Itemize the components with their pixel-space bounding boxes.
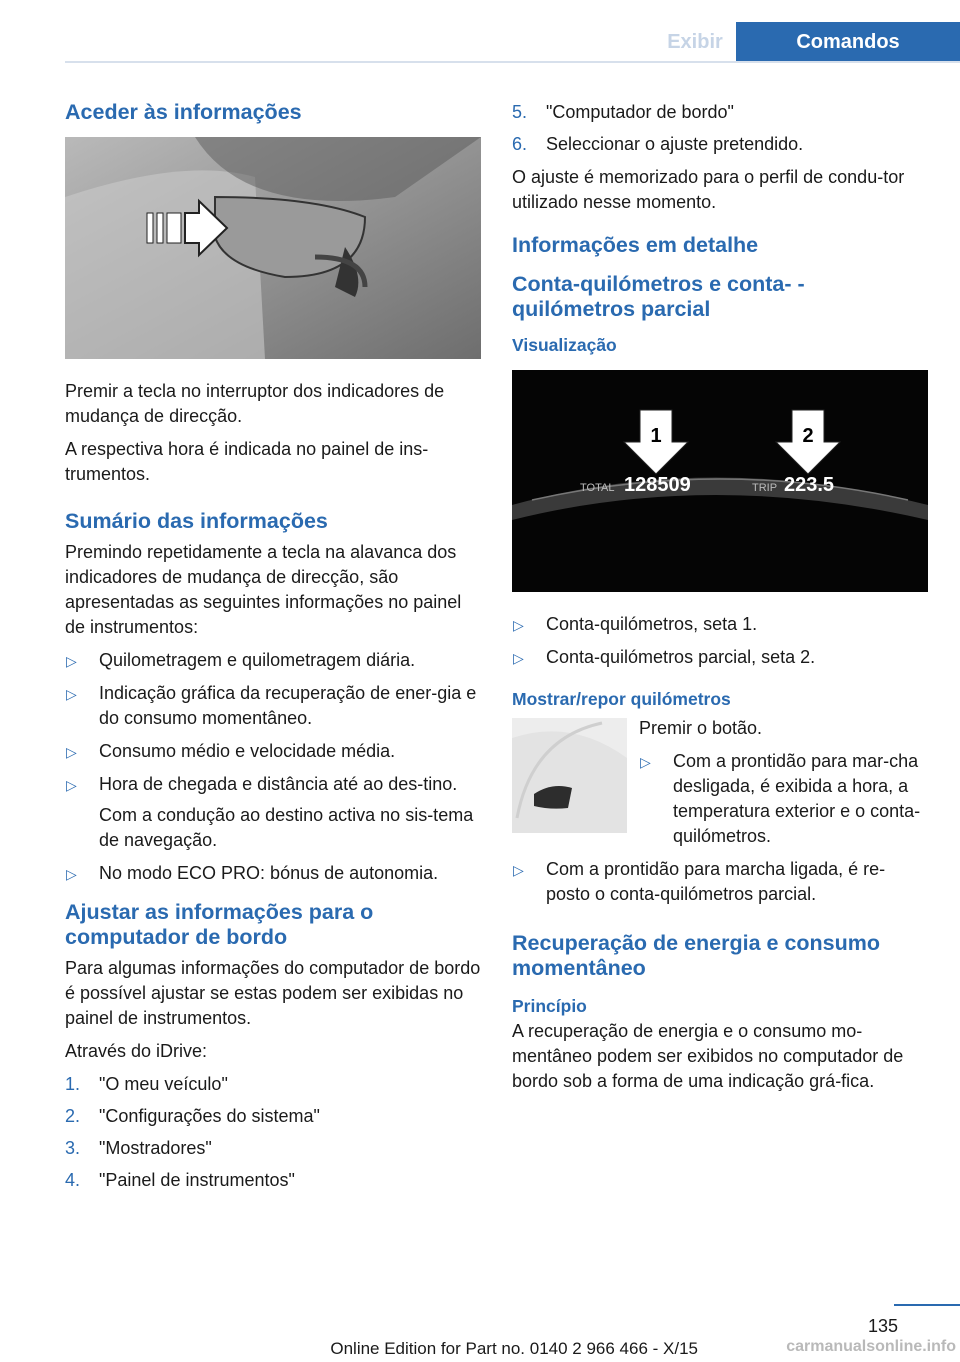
page-number: 135 xyxy=(867,1316,898,1336)
list-item: ▷ Com a prontidão para marcha ligada, é re‐posto o conta-quilómetros parcial. xyxy=(513,859,886,904)
para-adjust: Para algumas informações do computador de bordo é possível ajustar se estas podem ser exibidas no painel de instrumentos. xyxy=(65,958,481,1028)
header-tabs xyxy=(654,22,960,62)
odometer-display-image xyxy=(512,370,928,592)
heading-show-reset-km: Mostrar/repor quilómetros xyxy=(512,689,731,709)
heading-info-summary: Sumário das informações xyxy=(65,509,328,533)
triangle-bullet-icon: ▷ xyxy=(513,617,524,633)
para-press-button: Premir o botão. xyxy=(639,718,763,738)
para-idrive: Através do iDrive: xyxy=(65,1041,208,1061)
total-value: 128509 xyxy=(624,474,691,496)
total-label: TOTAL xyxy=(580,482,615,494)
tab-comandos[interactable]: Comandos xyxy=(736,22,960,62)
list-item: ▷ Conta-quilómetros parcial, seta 2. xyxy=(512,645,928,670)
watermark-text: carmanualsonline.info xyxy=(786,1338,956,1355)
heading-info-detail: Informações em detalhe xyxy=(512,233,759,257)
heading-energy-recovery: Recuperação de energia e consumo momentâneo xyxy=(512,931,881,980)
header-rule xyxy=(65,61,960,63)
para-press-key: Premir a tecla no interruptor dos indicadores de mudança de direcção. xyxy=(65,381,445,426)
edition-text: Online Edition for Part no. 0140 2 966 466 - X/15 xyxy=(330,1339,698,1358)
heading-display: Visualização xyxy=(512,335,617,355)
right-column xyxy=(512,100,928,1102)
triangle-bullet-icon: ▷ xyxy=(66,686,77,702)
list-item: ▷ Com a prontidão para mar‐cha desligada, é exibida a hora, a temperatura exterior e o conta-quilómetros. xyxy=(640,751,921,846)
triangle-bullet-icon: ▷ xyxy=(66,866,77,882)
para-summary-intro: Premindo repetidamente a tecla na alavanca dos indicadores de mudança de direcção, são apresentadas as seguintes informações no painel de instrumentos: xyxy=(65,542,462,637)
turn-signal-lever-image xyxy=(65,137,481,359)
heading-access-info: Aceder às informações xyxy=(65,100,302,124)
footer-rule xyxy=(894,1304,960,1306)
para-time-shown: A respectiva hora é indicada no painel de ins‐trumentos. xyxy=(65,439,429,484)
list-item: ▷ Hora de chegada e distância até ao des‐tino. Com a condução ao destino activa no sis‐tema de navegação. xyxy=(65,772,481,853)
turn-signal-lever-illustration xyxy=(65,137,481,359)
triangle-bullet-icon: ▷ xyxy=(66,653,77,669)
arrow-label-1: 1 xyxy=(650,425,662,447)
list-item: 4. "Painel de instrumentos" xyxy=(65,1170,295,1190)
para-memorized: O ajuste é memorizado para o perfil de condu‐tor utilizado nesse momento. xyxy=(512,167,905,212)
list-item: 1. "O meu veículo" xyxy=(65,1074,228,1094)
reset-button-image xyxy=(512,718,627,833)
list-item: 3. "Mostradores" xyxy=(65,1138,212,1158)
summary-list xyxy=(65,648,481,886)
reset-list-b xyxy=(512,857,928,907)
list-item: ▷ Indicação gráfica da recuperação de ener‐gia e do consumo momentâneo. xyxy=(66,683,477,728)
idrive-steps-list xyxy=(65,1072,481,1193)
odometer-reset-button-illustration xyxy=(512,718,627,833)
heading-principle: Princípio xyxy=(512,996,587,1016)
trip-label: TRIP xyxy=(752,482,778,494)
triangle-bullet-icon: ▷ xyxy=(66,744,77,760)
trip-value: 223.5 xyxy=(784,474,835,496)
triangle-bullet-icon: ▷ xyxy=(513,862,524,878)
para-principle: A recuperação de energia e o consumo mo‐mentâneo podem ser exibidos no computador de bordo sob a forma de uma indicação grá‐fica. xyxy=(512,1021,904,1091)
list-item: ▷ Conta-quilómetros, seta 1. xyxy=(512,612,928,637)
idrive-steps-continued xyxy=(512,100,928,157)
list-item: ▷ No modo ECO PRO: bónus de autonomia. xyxy=(65,861,481,886)
reset-list-a xyxy=(639,749,928,849)
odometer-display-illustration xyxy=(512,370,928,592)
triangle-bullet-icon: ▷ xyxy=(640,754,651,770)
triangle-bullet-icon: ▷ xyxy=(513,650,524,666)
list-item: 5. "Computador de bordo" xyxy=(512,102,734,122)
triangle-bullet-icon: ▷ xyxy=(66,777,77,793)
list-item-note: Com a condução ao destino activa no sis‐tema de navegação. xyxy=(99,805,474,850)
list-item: 6. Seleccionar o ajuste pretendido. xyxy=(512,134,804,154)
list-item: ▷ Quilometragem e quilometragem diária. xyxy=(65,648,481,673)
heading-adjust-info: Ajustar as informações para o computador de bordo xyxy=(65,900,374,949)
left-column xyxy=(65,100,481,1201)
list-item: ▷ Consumo médio e velocidade média. xyxy=(65,739,481,764)
heading-odometer: Conta-quilómetros e conta- -quilómetros parcial xyxy=(512,272,805,321)
reset-section xyxy=(512,716,928,857)
tab-exibir[interactable]: Exibir xyxy=(667,30,723,53)
display-list xyxy=(512,612,928,670)
arrow-label-2: 2 xyxy=(802,425,814,447)
list-item: 2. "Configurações do sistema" xyxy=(65,1106,320,1126)
